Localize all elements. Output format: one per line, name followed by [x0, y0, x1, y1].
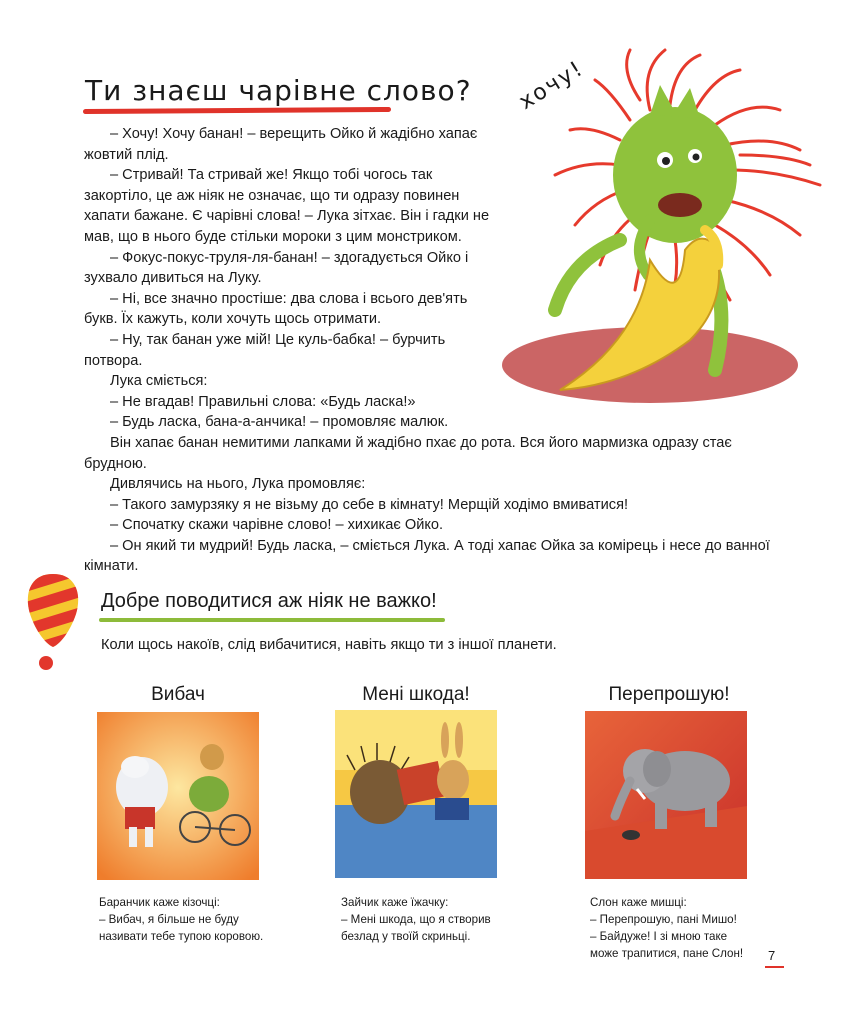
story-paragraph: Лука сміється: — [110, 373, 208, 390]
story-paragraph: – Ні, все значно простіше: два слова і всього дев'ять букв. Їх кажуть, коли хочуть щось отримати. — [84, 290, 468, 328]
elephant-and-mouse-illustration — [585, 711, 747, 879]
caption-line: Баранчик каже кізочці: — [99, 896, 220, 909]
subtitle-underline — [99, 618, 445, 622]
story-text — [84, 124, 774, 577]
page-number: 7 — [768, 948, 776, 963]
card-caption — [341, 894, 541, 945]
caption-line: – Байдуже! І зі мною таке — [590, 930, 728, 943]
card-title: Мені шкода! — [362, 684, 470, 705]
title-underline — [83, 107, 391, 114]
page-title: Ти знаєш чарівне слово? — [85, 74, 472, 107]
lamb-and-goat-illustration — [97, 712, 259, 880]
card-title: Вибач — [151, 684, 205, 705]
caption-line: Зайчик каже їжачку: — [341, 896, 449, 909]
caption-line: – Перепрошую, пані Мишо! — [590, 913, 737, 926]
caption-line: називати тебе тупою коровою. — [99, 930, 264, 943]
shout-text: хочу! — [514, 56, 589, 115]
caption-line: – Мені шкода, що я створив — [341, 913, 491, 926]
page-number-underline — [765, 966, 784, 968]
story-paragraph: Він хапає банан немитими лапками й жадібно пхає до рота. Вся його мармизка одразу стає брудною. — [84, 434, 732, 472]
story-paragraph: – Будь ласка, бана-а-анчика! – промовляє малюк. — [110, 414, 449, 431]
story-paragraph: – Фокус-покус-труля-ля-банан! – здогадується Ойко і зухвало дивиться на Луку. — [84, 249, 469, 287]
story-paragraph: – Стривай! Та стривай же! Якщо тобі чогось так закортіло, це аж ніяк не означає, що ти одразу повинен хапати бажане. Є чарівні слова! – Лука зітхає. Він і гадки не мав, що в нього буде стільки мороки з цим монстриком. — [84, 167, 490, 245]
story-paragraph: – Спочатку скажи чарівне слово! – хихикає Ойко. — [110, 517, 444, 534]
card-caption — [590, 894, 790, 962]
card-title: Перепрошую! — [608, 684, 730, 705]
story-paragraph: – Не вгадав! Правильні слова: «Будь ласка!» — [110, 393, 416, 410]
balloon-exclamation-icon — [24, 572, 82, 672]
section-intro: Коли щось накоїв, слід вибачитися, навіть якщо ти з іншої планети. — [101, 637, 557, 653]
hare-and-hedgehog-illustration — [335, 710, 497, 878]
caption-line: Слон каже мишці: — [590, 896, 687, 909]
section-subtitle: Добре поводитися аж ніяк не важко! — [101, 590, 437, 612]
caption-line: безлад у твоїй скриньці. — [341, 930, 471, 943]
story-paragraph: – Он який ти мудрий! Будь ласка, – сміється Лука. А тоді хапає Ойка за комірець і несе до ванної кімнати. — [84, 537, 770, 575]
caption-line: – Вибач, я більше не буду — [99, 913, 239, 926]
story-paragraph: – Такого замурзяку я не візьму до себе в кімнату! Мерщій ходімо вмиватися! — [110, 496, 629, 513]
story-paragraph: Дивлячись на нього, Лука промовляє: — [110, 476, 366, 493]
caption-line: може трапитися, пане Слон! — [590, 947, 744, 960]
card-caption — [99, 894, 299, 945]
story-paragraph: – Хочу! Хочу банан! – верещить Ойко й жадібно хапає жовтий плід. — [84, 126, 478, 163]
story-paragraph: – Ну, так банан уже мій! Це куль-бабка! – бурчить потвора. — [84, 331, 446, 369]
